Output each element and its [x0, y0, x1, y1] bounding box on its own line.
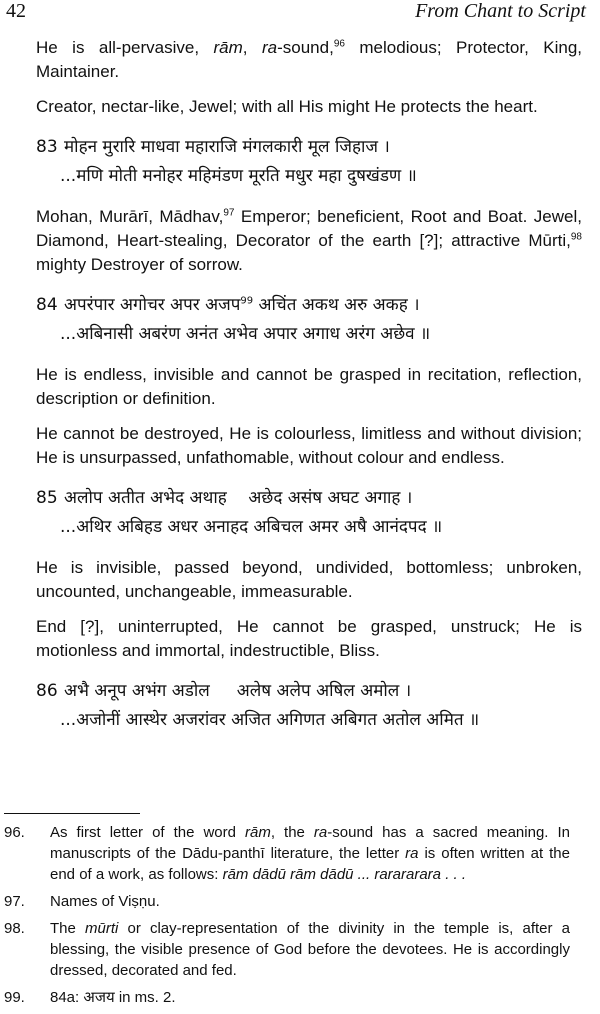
text-run: The	[50, 920, 85, 937]
footnote-number: 96.	[4, 824, 25, 841]
text-run: 84a: अजय in ms. 2.	[50, 989, 176, 1006]
italic-term: rām	[213, 38, 243, 57]
text-run: melodious; Protector, King, Maintainer.	[36, 38, 583, 81]
footnote-divider	[4, 813, 140, 814]
text-run: -sound has a sacred meaning. In manuscripts of the Dādu-panthī literature, the letter	[50, 824, 570, 862]
translation-paragraph: Creator, nectar-like, Jewel; with all His might He protects the heart.	[36, 97, 538, 116]
verse-line: ...मणि मोती मनोहर महिमंडण मूरति मधुर महा दुषखंडण ॥	[60, 166, 417, 186]
translation-paragraph	[36, 205, 582, 277]
text-run: He is all-pervasive,	[36, 38, 214, 57]
main-text	[36, 36, 582, 749]
text-run: As first letter of the word	[50, 824, 246, 841]
verse-line: ...अजोनीं आस्थेर अजरांवर अजित अगिणत अबिगत अतोल अमित ॥	[60, 710, 480, 730]
verse-line	[36, 133, 582, 162]
italic-term: rām dādū rām dādū ... rarararara . . .	[222, 866, 467, 883]
italic-term: ra	[313, 824, 328, 841]
translation-paragraph: He is endless, invisible and cannot be grasped in recitation, reflection, description or definition.	[36, 365, 582, 408]
text-run: is often written at the end of a work, as follows:	[50, 845, 570, 883]
verse-text: अभै अनूप अभंग अडोल अलेष अलेप अषिल अमोल ।	[64, 681, 412, 701]
translation-paragraph: He is invisible, passed beyond, undivided, bottomless; unbroken, uncounted, unchangeable, immeasurable.	[36, 558, 582, 601]
verse-86	[36, 677, 582, 735]
verse-84	[36, 291, 582, 349]
verse-number: 85	[36, 488, 58, 508]
translation-paragraph: End [?], uninterrupted, He cannot be grasped, unstruck; He is motionless and immortal, indestructible, Bliss.	[36, 617, 582, 660]
running-head: From Chant to Script	[415, 0, 586, 22]
footnote-96	[4, 822, 570, 885]
verse-line	[36, 484, 582, 513]
footnote-97	[4, 891, 570, 912]
verse-line: ...अथिर अबिहड अधर अनाहद अबिचल अमर अषै आनंदपद ॥	[60, 517, 443, 537]
footnote-number: 97.	[4, 893, 25, 910]
footnote-ref[interactable]: 98	[570, 231, 582, 243]
verse-line	[36, 677, 582, 706]
italic-term: mūrti	[85, 920, 119, 937]
text-run: or clay-representation of the divinity in the temple is, after a blessing, the visible presence of God before the devotees. He is accordingly dressed, decorated and fed.	[50, 920, 570, 979]
text-run: ,	[242, 38, 262, 57]
footnote-ref[interactable]: 99	[240, 295, 254, 307]
verse-line: ...अबिनासी अबरंण अनंत अभेव अपार अगाध अरंग अछेव ॥	[60, 324, 431, 344]
translation-paragraph: He cannot be destroyed, He is colourless, limitless and without division; He is unsurpassed, unfathomable, without colour and endless.	[36, 424, 582, 467]
footnotes	[4, 822, 570, 1014]
verse-text: अचिंत अकथ अरु अकह ।	[253, 295, 420, 315]
text-run: Emperor; beneficient, Root and Boat. Jewel, Diamond, Heart-stealing, Decorator of the earth [?]; attractive Mūrti,	[36, 207, 582, 250]
verse-line	[36, 291, 582, 320]
italic-term: rām	[245, 824, 271, 841]
translation-paragraph	[36, 36, 582, 84]
text-run: , the	[270, 824, 314, 841]
page-number: 42	[6, 0, 26, 22]
footnote-number: 99.	[4, 989, 25, 1006]
footnote-ref[interactable]: 96	[333, 38, 345, 50]
page-header	[0, 0, 600, 26]
verse-83	[36, 133, 582, 191]
verse-text: अपरंपार अगोचर अपर अजप	[64, 295, 241, 315]
footnote-ref[interactable]: 97	[223, 207, 235, 219]
footnote-number: 98.	[4, 920, 25, 937]
text-run: Names of Viṣṇu.	[50, 893, 160, 910]
text-run: Mohan, Murārī, Mādhav,	[36, 207, 224, 226]
text-run: -sound,	[277, 38, 334, 57]
verse-text: अलोप अतीत अभेद अथाह अछेद असंष अघट अगाह ।	[64, 488, 413, 508]
verse-85	[36, 484, 582, 542]
footnote-98	[4, 918, 570, 981]
italic-term: ra	[405, 845, 419, 862]
italic-term: ra	[261, 38, 278, 57]
verse-number: 84	[36, 295, 58, 315]
verse-text: मोहन मुरारि माधवा महाराजि मंगलकारी मूल जिहाज ।	[64, 137, 390, 157]
verse-number: 83	[36, 137, 58, 157]
text-run: mighty Destroyer of sorrow.	[36, 255, 243, 274]
verse-number: 86	[36, 681, 58, 701]
